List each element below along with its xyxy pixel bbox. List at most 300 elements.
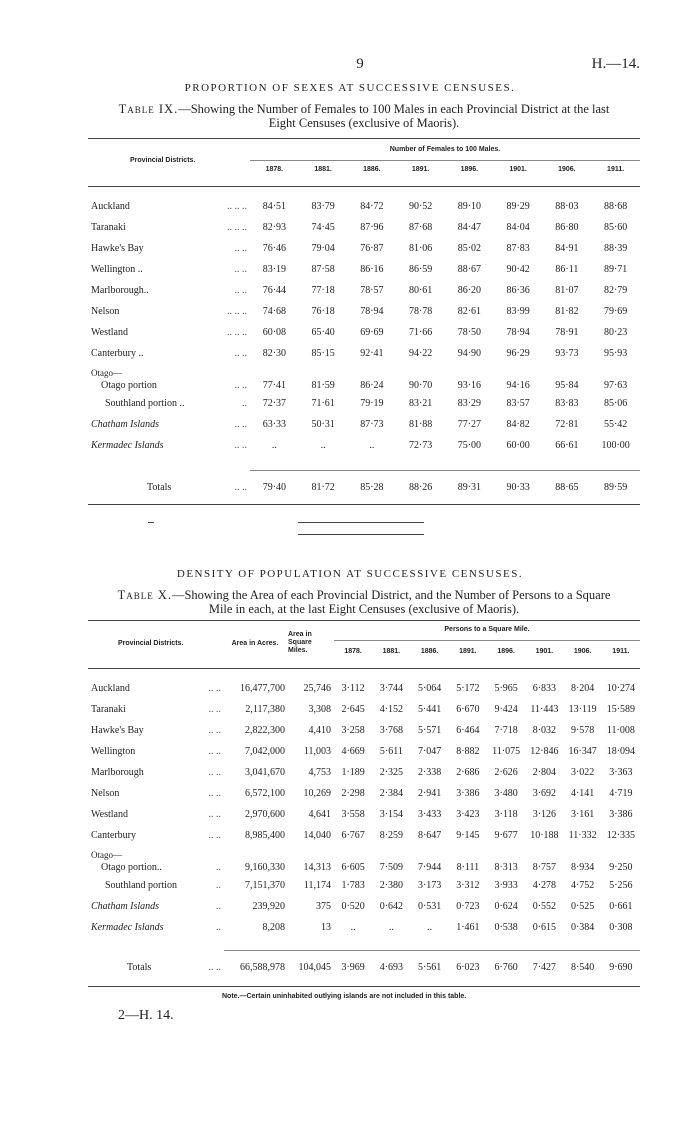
density-cell: 6·767 [341,830,365,841]
table-row [88,414,640,435]
value-cell: 60·00 [506,440,530,451]
density-cell: 9·424 [494,704,518,715]
table9-district-cell [88,378,250,393]
totals-density-cell: 7·427 [532,962,557,973]
acres-cell: 2,970,600 [245,809,285,820]
district-name: Wellington [91,746,136,757]
table9-year-header: 1886. [363,166,381,173]
value-cell: 89·29 [506,201,530,212]
table10-bottom-rule [88,986,640,987]
leader-dots: .. .. [234,243,247,254]
table9-caption [88,102,640,130]
table10-caption [88,588,640,616]
density-cell: 8·032 [532,725,557,736]
totals-density-cell: 6·023 [456,962,480,973]
value-cell: .. [271,440,277,451]
value-cell: 90·42 [506,264,530,275]
table10-header-sqmiles: Area in Square Miles. [288,631,312,654]
density-cell: 8·934 [570,862,595,873]
density-cell: 0·552 [532,901,557,912]
density-cell: 9·145 [456,830,480,841]
table9-district-cell [88,280,250,301]
value-cell: 90·70 [408,380,433,391]
value-cell: 86·11 [555,264,579,275]
value-cell: 84·72 [360,201,384,212]
value-cell: 94·16 [506,380,530,391]
value-cell: 84·82 [506,419,530,430]
table10-district-cell [88,762,224,783]
table9-empty-cell [396,364,445,378]
district-name: Auckland [91,201,130,212]
density-cell: 3·112 [341,683,365,694]
district-name: Westland [91,809,128,820]
value-cell: 87·73 [360,419,384,430]
value-cell: 89·10 [457,201,482,212]
value-cell: 84·51 [262,201,287,212]
leader-dots: .. .. [208,725,221,736]
density-cell: 5·965 [494,683,518,694]
value-cell: 72·37 [262,398,287,409]
sqmiles-cell: 14,313 [303,862,331,873]
leader-dots: .. .. [208,767,221,778]
table10-body [88,678,640,938]
value-cell: 83·99 [506,306,530,317]
table10-group-rule [334,640,640,641]
density-cell: 5·611 [379,746,403,757]
value-cell: 80·23 [603,327,628,338]
density-cell: 8·313 [494,862,518,873]
page-number: 9 [356,56,364,72]
table9-top-rule [88,138,640,139]
table-row [88,783,640,804]
district-name: Otago portion [101,380,157,391]
density-cell: 3·933 [494,880,518,891]
table9-district-cell [88,322,250,343]
sqmiles-cell: 4,641 [308,809,331,820]
page-reference: H.—14. [591,56,640,72]
page-signature: 2—H. 14. [118,1008,174,1023]
table10-empty-cell [449,846,487,860]
density-cell: 5·064 [417,683,442,694]
density-cell: 10·188 [530,830,559,841]
district-name: Taranaki [91,222,126,233]
district-name: Westland [91,327,128,338]
value-cell: 77·27 [457,419,482,430]
table-row [88,280,640,301]
density-cell: 8·204 [570,683,595,694]
table9-caption-line2: Eight Censuses (exclusive of Maoris). [268,116,460,130]
acres-cell: 7,151,370 [245,880,285,891]
value-cell: 81·82 [555,306,579,317]
table9-empty-cell [445,364,494,378]
table9-year-header: 1901. [509,166,527,173]
table10-year-header: 1906. [573,648,592,655]
density-cell: 11·008 [606,725,635,736]
value-cell: 71·66 [408,327,433,338]
value-cell: 85·02 [457,243,482,254]
value-cell: 86·59 [408,264,433,275]
density-cell: 3·161 [570,809,595,820]
density-cell: 3·480 [494,788,518,799]
table9-district-cell [88,217,250,238]
value-cell: 92·41 [360,348,384,359]
value-cell: 86·36 [506,285,530,296]
totals-value-cell: 89·31 [457,482,482,493]
density-cell: 9·578 [570,725,595,736]
table9-district-cell [88,301,250,322]
leader-dots: .. .. [208,830,221,841]
table9-empty-cell [348,364,397,378]
acres-cell: 9,160,330 [245,862,285,873]
sqmiles-cell: 13 [321,922,331,933]
totals-value-cell: 88·65 [555,482,579,493]
density-cell: 4·278 [532,880,557,891]
table-row [88,678,640,699]
totals-value-cell: 81·72 [311,482,335,493]
table9-bottom-rule [88,504,640,505]
density-cell: 3·692 [532,788,557,799]
table10-district-cell [88,896,224,917]
density-cell: 6·833 [532,683,557,694]
table-row [88,720,640,741]
sqmiles-cell: 11,174 [303,880,331,891]
value-cell: 72·73 [408,440,433,451]
value-cell: 66·61 [555,440,579,451]
value-cell: 72·81 [555,419,579,430]
value-cell: 81·06 [408,243,433,254]
leader-dots: .. .. [234,380,247,391]
district-name: Kermadec Islands [91,922,164,933]
table-row [88,301,640,322]
density-cell: 0·642 [379,901,404,912]
density-cell: 5·571 [417,725,442,736]
density-cell: 3·558 [341,809,365,820]
acres-cell: 7,042,000 [245,746,285,757]
density-cell: 9·250 [609,862,633,873]
table9-years-header [250,166,640,173]
density-cell: 0·531 [417,901,442,912]
value-cell: 84·47 [457,222,482,233]
value-cell: 83·21 [408,398,433,409]
value-cell: 94·90 [457,348,482,359]
table9-empty-cell [543,364,592,378]
density-cell: 2·384 [379,788,404,799]
leader-dots: .. .. [208,746,221,757]
value-cell: 82·61 [457,306,482,317]
totals-value-cell: 89·59 [603,482,628,493]
density-cell: 16·347 [568,746,597,757]
table10-district-cell [88,825,224,846]
value-cell: 82·79 [603,285,628,296]
district-name: Chatham Islands [91,901,160,912]
leader-dots: .. .. [208,788,221,799]
table10-header-districts: Provincial Districts. [118,640,184,647]
table9-district-cell [88,196,250,217]
table-row [88,699,640,720]
table10-district-cell [88,875,224,896]
table-row [88,896,640,917]
table10-year-header: 1896. [497,648,515,655]
table10-header-group: Persons to a Square Mile. [444,626,530,633]
value-cell: 71·61 [311,398,335,409]
value-cell: 86·16 [360,264,384,275]
table9-district-cell [88,259,250,280]
sqmiles-cell: 375 [316,901,331,912]
table-row [88,762,640,783]
leader-dots: .. .. [208,962,221,973]
value-cell: 87·58 [311,264,335,275]
value-cell: 80·61 [408,285,433,296]
leader-dots: .. [216,880,221,891]
table-row [88,196,640,217]
density-cell: 3·768 [379,725,404,736]
table9-empty-cell [299,364,348,378]
leader-dots: .. .. [234,440,247,451]
leader-dots: .. .. .. [227,222,247,233]
value-cell: 76·18 [311,306,335,317]
value-cell: 88·39 [603,243,628,254]
value-cell: .. [369,440,375,451]
district-name: Canterbury .. [91,348,144,359]
table9-caption-label: Table IX. [118,102,179,116]
value-cell: 83·57 [506,398,530,409]
density-cell: 6·670 [456,704,480,715]
value-cell: 86·24 [360,380,384,391]
table10-group-label: Otago— [91,850,122,860]
density-cell: 8·882 [456,746,480,757]
sqmiles-cell: 14,040 [303,830,331,841]
table9-section-title: PROPORTION OF SEXES AT SUCCESSIVE CENSUSES. [184,82,516,94]
density-cell: 15·589 [606,704,636,715]
value-cell: 79·69 [603,306,628,317]
value-cell: .. [320,440,326,451]
leader-dots: .. .. [234,348,247,359]
value-cell: 76·44 [262,285,287,296]
density-cell: 7·718 [494,725,518,736]
value-cell: 74·68 [262,306,287,317]
table9-empty-cell [494,364,543,378]
district-name: Kermadec Islands [91,440,164,451]
density-cell: 2·804 [532,767,557,778]
value-cell: 94·22 [408,348,433,359]
value-cell: 96·29 [506,348,530,359]
value-cell: 78·94 [360,306,384,317]
totals-density-cell: 6·760 [494,962,518,973]
table-row [88,343,640,364]
district-name: Hawke's Bay [91,243,144,254]
table9-year-header: 1906. [558,166,576,173]
totals-value-cell: 85·28 [360,482,384,493]
table10-top-rule [88,620,640,621]
value-cell: 84·04 [506,222,530,233]
value-cell: 78·50 [457,327,482,338]
leader-dots: .. [216,901,221,912]
table-row [88,804,640,825]
leader-dots: .. .. [234,419,247,430]
density-cell: 11·332 [568,830,597,841]
table-row [88,435,640,456]
sqmiles-cell: 25,746 [303,683,331,694]
acres-cell: 16,477,700 [240,683,285,694]
table10-empty-cell [564,846,602,860]
density-cell: 4·752 [570,880,595,891]
leader-dots: .. .. [234,482,247,493]
acres-cell: 239,920 [252,901,285,912]
table9-body [88,196,640,456]
district-name: Marlborough.. [91,285,149,296]
density-cell: 7·944 [417,862,442,873]
value-cell: 81·59 [311,380,335,391]
table9-totals-rule [250,470,640,471]
value-cell: 77·18 [311,285,335,296]
table10-district-cell [88,860,224,875]
value-cell: 85·06 [603,398,628,409]
table10-year-header: 1886. [420,648,439,655]
table10-district-cell [88,678,224,699]
totals-label-cell [88,482,250,493]
density-cell: 3·312 [456,880,480,891]
value-cell: 88·03 [555,201,579,212]
density-cell: 0·384 [570,922,595,933]
table10-district-cell [88,720,224,741]
density-cell: 9·677 [494,830,518,841]
district-name: Southland portion [105,880,177,891]
totals-density-cell: 8·540 [570,962,595,973]
table10-header-rule [88,668,640,669]
table10-empty-cell [288,846,334,860]
district-name: Canterbury [91,830,136,841]
value-cell: 87·96 [360,222,384,233]
density-cell: 0·525 [570,901,595,912]
totals-value-cell: 79·40 [262,482,287,493]
totals-density-cell: 3·969 [341,962,365,973]
totals-value-cell: 88·26 [408,482,433,493]
district-name: Otago portion.. [101,862,162,873]
density-cell: 10·274 [606,683,636,694]
density-cell: 3·386 [609,809,633,820]
sqmiles-cell: 4,753 [308,767,331,778]
density-cell: 3·744 [379,683,404,694]
density-cell: 3·173 [417,880,442,891]
table9-district-cell [88,435,250,456]
leader-dots: .. .. [208,704,221,715]
table10-totals [88,962,640,973]
density-cell: 5·441 [417,704,442,715]
density-cell: 5·172 [456,683,480,694]
table10-section-title: DENSITY OF POPULATION AT SUCCESSIVE CENSUSES. [176,568,524,580]
density-cell: 3·258 [341,725,365,736]
table10-year-header: 1891. [459,648,477,655]
leader-dots: .. .. [234,285,247,296]
table-row [88,860,640,875]
value-cell: 88·68 [603,201,628,212]
table9-header-group: Number of Females to 100 Males. [389,146,501,153]
density-cell: 13·119 [568,704,597,715]
table10-district-cell [88,699,224,720]
density-cell: 6·464 [456,725,480,736]
sqmiles-cell: 10,269 [303,788,331,799]
value-cell: 78·91 [555,327,579,338]
district-name: Taranaki [91,704,126,715]
table10-year-header: 1878. [344,648,362,655]
value-cell: 83·19 [262,264,287,275]
value-cell: 76·87 [360,243,384,254]
value-cell: 78·94 [506,327,530,338]
density-cell: .. [427,922,433,933]
value-cell: 78·57 [360,285,384,296]
value-cell: 100·00 [601,440,630,451]
sqmiles-cell: 3,308 [308,704,331,715]
value-cell: 63·33 [262,419,287,430]
value-cell: 60·08 [262,327,287,338]
district-name: Wellington .. [91,264,143,275]
table9-year-header: 1881. [314,166,332,173]
value-cell: 84·91 [555,243,579,254]
table10-empty-cell [487,846,525,860]
table9-year-header: 1878. [265,166,284,173]
table9-header-districts: Provincial Districts. [130,157,196,164]
table10-empty-cell [525,846,563,860]
value-cell: 97·63 [603,380,628,391]
acres-cell: 2,822,300 [245,725,285,736]
acres-cell: 8,985,400 [245,830,285,841]
value-cell: 95·84 [555,380,579,391]
density-cell: 1·783 [341,880,365,891]
leader-dots: .. [216,862,221,873]
value-cell: 75·00 [457,440,482,451]
value-cell: 81·07 [555,285,579,296]
leader-dots: .. .. [208,683,221,694]
table-row [88,875,640,896]
table9-year-header: 1911. [607,166,625,173]
totals-sqmiles-cell: 104,045 [298,962,331,973]
totals-density-cell: 4·693 [379,962,404,973]
density-cell: 6·605 [341,862,365,873]
table10-group-row [88,846,640,860]
acres-cell: 8,208 [262,922,285,933]
density-cell: 5·256 [609,880,633,891]
table9-empty-cell [250,364,299,378]
value-cell: 83·29 [457,398,482,409]
table9-group-rule [250,160,640,161]
table9-district-cell [88,343,250,364]
density-cell: 1·461 [456,922,480,933]
leader-dots: .. .. [208,809,221,820]
table10-district-cell [88,741,224,762]
value-cell: 83·83 [555,398,579,409]
table10-caption-line2: Mile in each, at the last Eight Censuses (exclusive of Maoris). [208,602,520,616]
acres-cell: 2,117,380 [245,704,285,715]
table10-empty-cell [372,846,410,860]
table-row [88,259,640,280]
table-row [88,917,640,938]
density-cell: 3·386 [456,788,480,799]
table10-empty-cell [411,846,449,860]
table9-year-header: 1896. [460,166,479,173]
density-cell: 4·152 [379,704,404,715]
value-cell: 82·30 [262,348,287,359]
district-name: Nelson [91,788,120,799]
value-cell: 85·15 [311,348,335,359]
totals-label: Totals [147,482,172,493]
density-cell: 0·538 [494,922,518,933]
table9-totals [88,482,640,493]
divider-rule [298,522,424,523]
table9-empty-cell [591,364,640,378]
density-cell: 3·118 [494,809,518,820]
density-cell: 12·846 [530,746,559,757]
density-cell: 1·189 [341,767,365,778]
